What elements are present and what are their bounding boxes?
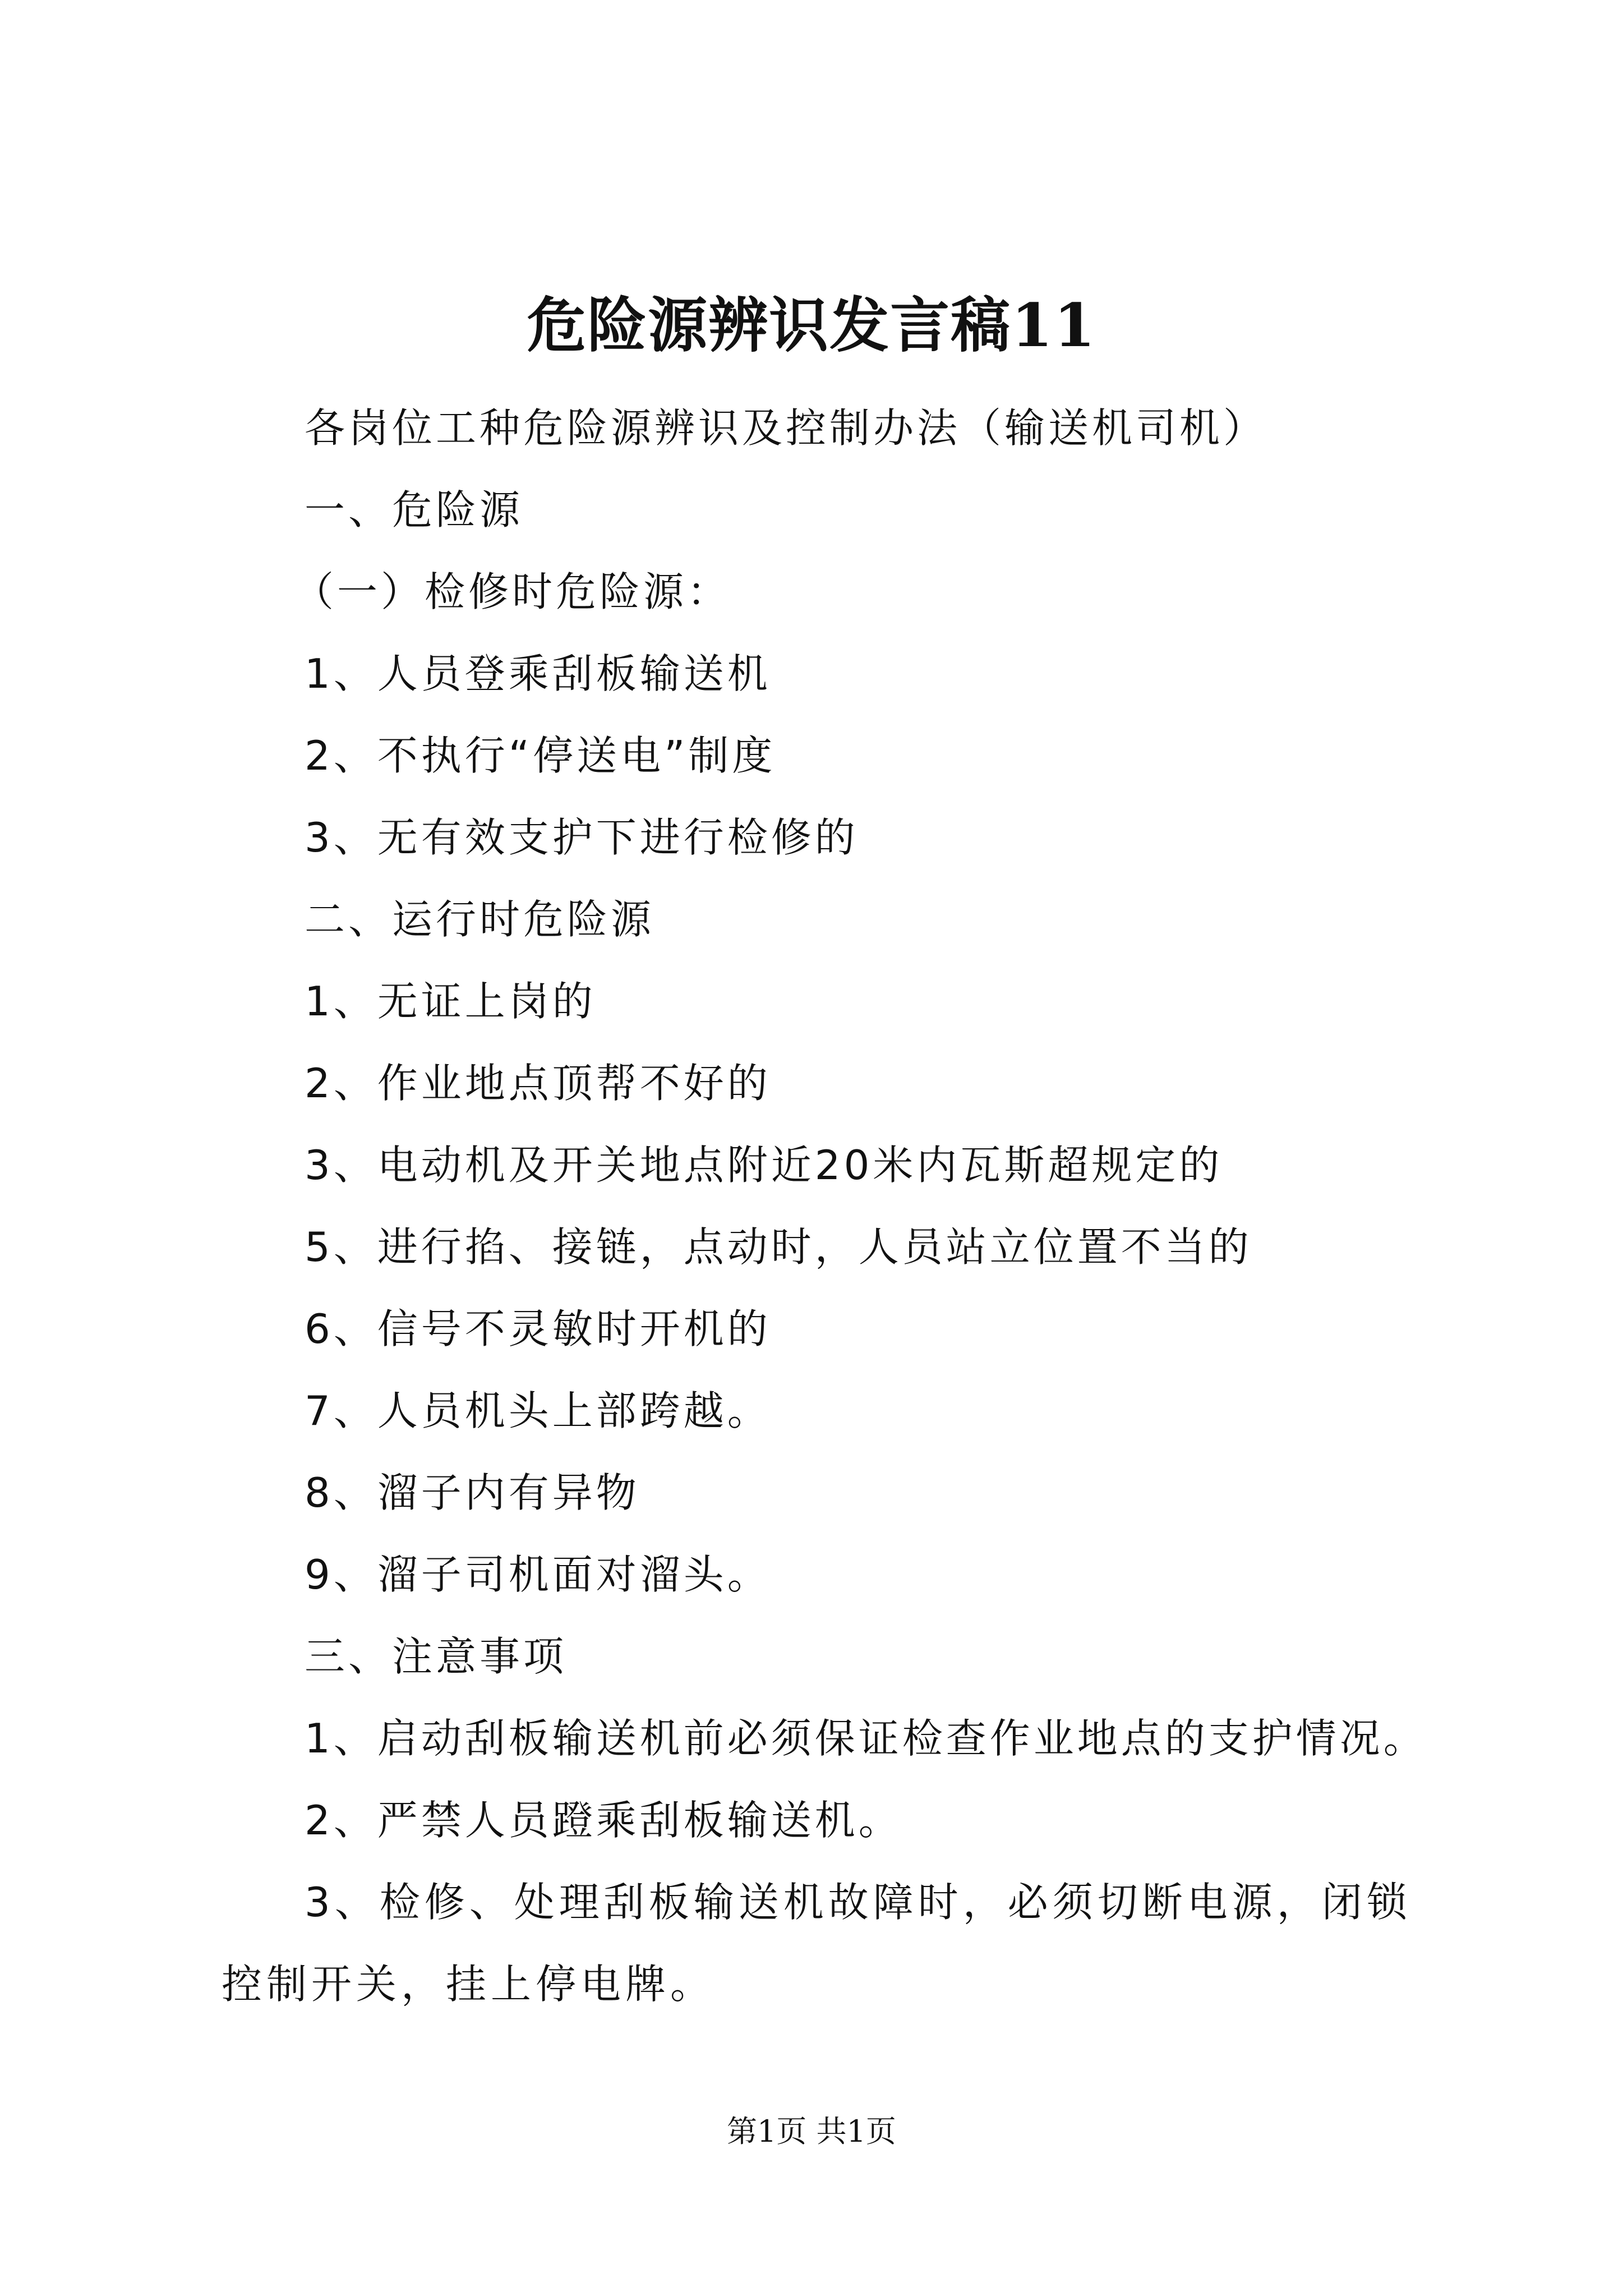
document-subtitle: 各岗位工种危险源辨识及控制办法（输送机司机） <box>305 404 1267 452</box>
list-item: 1、人员登乘刮板输送机 <box>305 650 771 697</box>
list-item: 1、无证上岗的 <box>305 978 596 1025</box>
list-item: 6、信号不灵敏时开机的 <box>305 1305 771 1352</box>
document-body <box>222 387 1427 2025</box>
section-heading-hazards: 一、危险源 <box>305 486 524 533</box>
section-heading-operation: 二、运行时危险源 <box>305 896 655 943</box>
list-item: 2、不执行“停送电”制度 <box>305 732 776 779</box>
section-heading-notes: 三、注意事项 <box>305 1633 568 1680</box>
list-item: 2、严禁人员蹬乘刮板输送机。 <box>305 1797 902 1844</box>
page-footer: 第1页 共1页 <box>727 2114 896 2149</box>
list-item: 1、启动刮板输送机前必须保证检查作业地点的支护情况。 <box>305 1715 1427 1762</box>
list-item: 7、人员机头上部跨越。 <box>305 1387 771 1434</box>
document-title: 危险源辨识发言稿11 <box>527 290 1096 360</box>
list-item: 5、进行掐、接链，点动时，人员站立位置不当的 <box>305 1223 1252 1271</box>
list-item: 8、溜子内有异物 <box>305 1469 640 1516</box>
list-item: 3、无有效支护下进行检修的 <box>305 814 859 861</box>
list-item: 2、作业地点顶帮不好的 <box>305 1060 771 1107</box>
list-item: 3、电动机及开关地点附近20米内瓦斯超规定的 <box>305 1142 1223 1189</box>
subsection-heading-maintenance: （一）检修时危险源： <box>293 568 731 615</box>
wrapped-paragraph: 3、检修、处理刮板输送机故障时，必须切断电源，闭锁控制开关，挂上停电牌。 <box>222 1879 1412 2008</box>
list-item: 9、溜子司机面对溜头。 <box>305 1551 771 1598</box>
